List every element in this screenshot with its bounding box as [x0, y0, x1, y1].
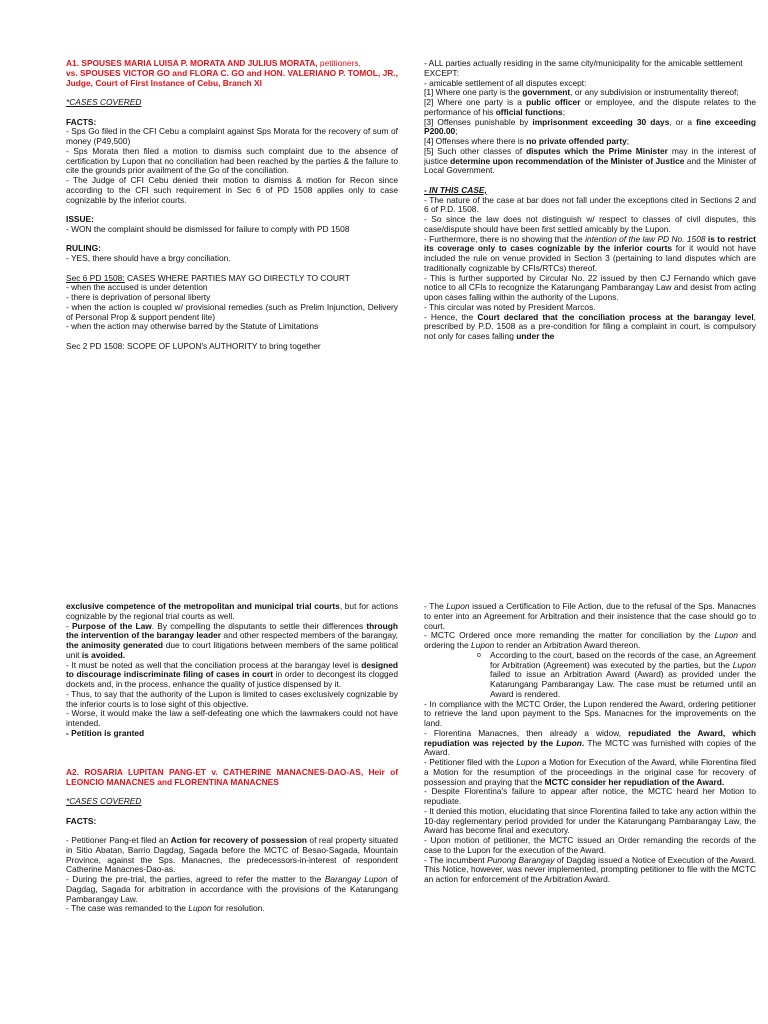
sec6-item: - when the accused is under detention [66, 282, 208, 293]
paragraph: - Despite Florentina's failure to appear after notice, the MCTC heard her Motion to repudiate. [424, 786, 756, 806]
issue-text: - WON the complaint should be dismissed for failure to comply with PD 1508 [66, 223, 350, 234]
amicable-text: - amicable settlement of all disputes except: [424, 77, 587, 88]
case-title-a1-line2: vs. SPOUSES VICTOR GO and FLORA C. GO and HON. VALERIANO P. TOMOL, JR., Judge, Court of First Instance of Cebu, Branch XI [66, 67, 398, 88]
paragraph: - The incumbent Punong Barangay of Dagdag issued a Notice of Execution of the Award. This Notice, however, was never implemented, prompting petitioner to file with the MCTC an action for enforcement of the Arbitration Award. [424, 854, 756, 884]
top-right-column [424, 59, 756, 342]
facts-heading: FACTS: [66, 116, 97, 127]
in-this-case-heading: - IN THIS CASE, [424, 184, 487, 195]
bullet-icon: o [477, 651, 481, 659]
facts-heading: FACTS: [66, 815, 97, 826]
exception-2: [2] Where one party is a public officer or employee, and the dispute relates to the performance of his official functions; [424, 97, 756, 117]
sec2-heading: Sec 2 PD 1508: SCOPE OF LUPON's AUTHORITY to bring together [66, 340, 321, 351]
case-title-a1-line1: A1. SPOUSES MARIA LUISA P. MORATA AND JULIUS MORATA, [66, 58, 318, 68]
top-left-column [66, 59, 398, 352]
paragraph: exclusive competence of the metropolitan and municipal trial courts, but for actions cognizable by the regional trial courts as well. [66, 601, 399, 621]
issue-heading: ISSUE: [66, 214, 94, 224]
paragraph: - The Lupon issued a Certification to File Action, due to the refusal of the Sps. Manacnes to enter into an Agreement for Arbitration and their insistence that the case should go to court. [424, 601, 756, 631]
exception-3: [3] Offenses punishable by imprisonment exceeding 30 days, or a fine exceeding P200.00; [424, 116, 756, 137]
paragraph: - Worse, it would make the law a self-defeating one which the lawmakers could not have intended. [66, 708, 398, 728]
paragraph: - Upon motion of petitioner, the MCTC issued an Order remanding the records of the case to the Lupon for the execution of the Award. [424, 835, 756, 855]
exception-1: [1] Where one party is the government, or any subdivision or instrumentality thereof; [424, 87, 739, 98]
paragraph: - This circular was noted by President Marcos. [424, 301, 596, 312]
exception-4: [4] Offenses where there is no private offended party; [424, 136, 630, 146]
paragraph: - So since the law does not distinguish w/ respect to classes of civil disputes, this case/dispute should have been first settled amicably by the Lupon. [424, 214, 756, 234]
paragraph: - Furthermore, there is no showing that the intention of the law PD No. 1508 is to restrict its coverage only to cases cognizable by the inferior courts for it would not have included the rule on venue provided in Section 3 (pertaining to land disputes which are traditionally cognizable by CFIs/RTCs) thereof. [424, 233, 757, 273]
case-title-a2: A2. ROSARIA LUPITAN PANG-ET v. CATHERINE MANACNES-DAO-AS, Heir of LEONCIO MANACNES and FLORENTINA MANACNES [66, 766, 398, 787]
paragraph: - During the pre-trial, the parties, agreed to refer the matter to the Barangay Lupon of Dagdag, Sagada for arbitration in accordance with the provisions of the Katarungang Pambarangay Law. [66, 874, 398, 904]
all-parties-text: - ALL parties actually residing in the same city/municipality for the amicable settlement [424, 58, 743, 68]
paragraph: - MCTC Ordered once more remanding the matter for conciliation by the Lupon and ordering the Lupon to render an Arbitration Award thereon. [424, 630, 756, 650]
paragraph: - The case was remanded to the Lupon for resolution. [66, 903, 265, 914]
petition-granted: - Petition is granted [66, 727, 145, 738]
sec6-item: - when the action may otherwise barred by the Statute of Limitations [66, 321, 319, 332]
paragraph: - Florentina Manacnes, then already a widow, repudiated the Award, which repudiation was rejected by the Lupon. The MCTC was furnished with copies of the Award. [424, 727, 756, 758]
paragraph: - Hence, the Court declared that the conciliation process at the barangay level, prescribed by P.D. 1508 as a pre-condition for filing a complaint in court, is compulsory not only for cases falling under the [424, 311, 756, 341]
paragraph: - It must be noted as well that the conciliation process at the barangay level is designed to discourage indiscriminate filing of cases in court in order to decongest its clogged dockets and, in the process, enhance the quality of justice dispensed by it. [66, 659, 398, 689]
bottom-left-column [66, 602, 398, 914]
case-title-petitioners: petitioners, [317, 58, 361, 68]
fact-item: - Sps Morata then filed a motion to dismiss such complaint due to the absence of certification by Lupon that no conciliation had been reached by the parties & the failure to cite the grounds prior availment of the Go of the conciliation. [66, 145, 398, 176]
sec6-label: Sec 6 PD 1508: [66, 272, 125, 283]
except-heading: EXCEPT: [424, 67, 459, 78]
paragraph: - Petitioner Pang-et filed an Action for recovery of possession of real property situated in Sitio Abatan, Barrio Dagdag, Sagada before the MCTC of Besao-Sagada, Mountain Province, against the Sps. Manacnes, the predecessors-in-interest of respondent Catherine Manacnes-Dao-as. [66, 835, 398, 875]
paragraph: - This is further supported by Circular No. 22 issued by then CJ Fernando which gave notice to all CFIs to recognize the Katarungang Pambarangay Law and desist from acting upon cases falling within the authority of the Lupons. [424, 272, 756, 302]
paragraph: - Petitioner filed with the Lupon a Motion for Execution of the Award, while Florentina filed a Motion for the resumption of the proceedings in the original case for recovery of possession and praying that the MCTC consider her repudiation of the Award. [424, 757, 756, 787]
bullet-item: o According to the court, based on the records of the case, an Agreement for Arbitration (Agreement) was executed by the parties, but the Lupon failed to issue an Arbitration Award (Award) as provided under the Katarungang Pambarangay Law. The case must be returned until an Award is rendered. [468, 651, 756, 700]
cases-covered-heading: *CASES COVERED [66, 97, 142, 107]
bottom-right-column [424, 602, 756, 885]
fact-item: - The Judge of CFI Cebu denied their motion to dismiss & motion for Recon since according to the CFI such requirement in Sec 6 of PD 1508 applies only to case cognizable by the inferior courts. [66, 175, 398, 205]
ruling-heading: RULING: [66, 243, 101, 254]
fact-item: - Sps Go filed in the CFI Cebu a complaint against Sps Morata for the recovery of sum of money (P49,500) [66, 126, 398, 146]
sec6-item: - there is deprivation of personal liberty [66, 292, 211, 302]
paragraph: - In compliance with the MCTC Order, the Lupon rendered the Award, ordering petitioner to retrieve the land upon payment to the Sps. Manacnes for the improvements on the land. [424, 698, 756, 728]
cases-covered-heading: *CASES COVERED [66, 796, 142, 806]
paragraph: - Purpose of the Law. By compelling the disputants to settle their differences through the intervention of the barangay leader and other respected members of the barangay, the animosity generated due to court litigations between members of the same political unit is avoided. [66, 620, 398, 660]
paragraph: - It denied this motion, elucidating that since Florentina failed to take any action within the 10-day reglementary period provided for under the Katarungang Pambarangay Law, the Award has become final and executory. [424, 805, 756, 836]
sec6-title: CASES WHERE PARTIES MAY GO DIRECTLY TO COURT [124, 272, 350, 283]
exception-5: [5] Such other classes of disputes which the Prime Minister may in the interest of justice determine upon recommendation of the Minister of Justice and the Minister of Local Government. [424, 145, 756, 176]
sec6-item: - when the action is coupled w/ provisional remedies (such as Prelim Injunction, Delivery of Personal Prop & support pendent lite) [66, 301, 398, 322]
paragraph: - The nature of the case at bar does not fall under the exceptions cited in Sections 2 and 6 of P.D. 1508. [424, 194, 756, 215]
ruling-text: - YES, there should have a brgy conciliation. [66, 253, 231, 263]
paragraph: - Thus, to say that the authority of the Lupon is limited to cases exclusively cognizable by the inferior courts is to lose sight of this objective. [66, 688, 398, 709]
